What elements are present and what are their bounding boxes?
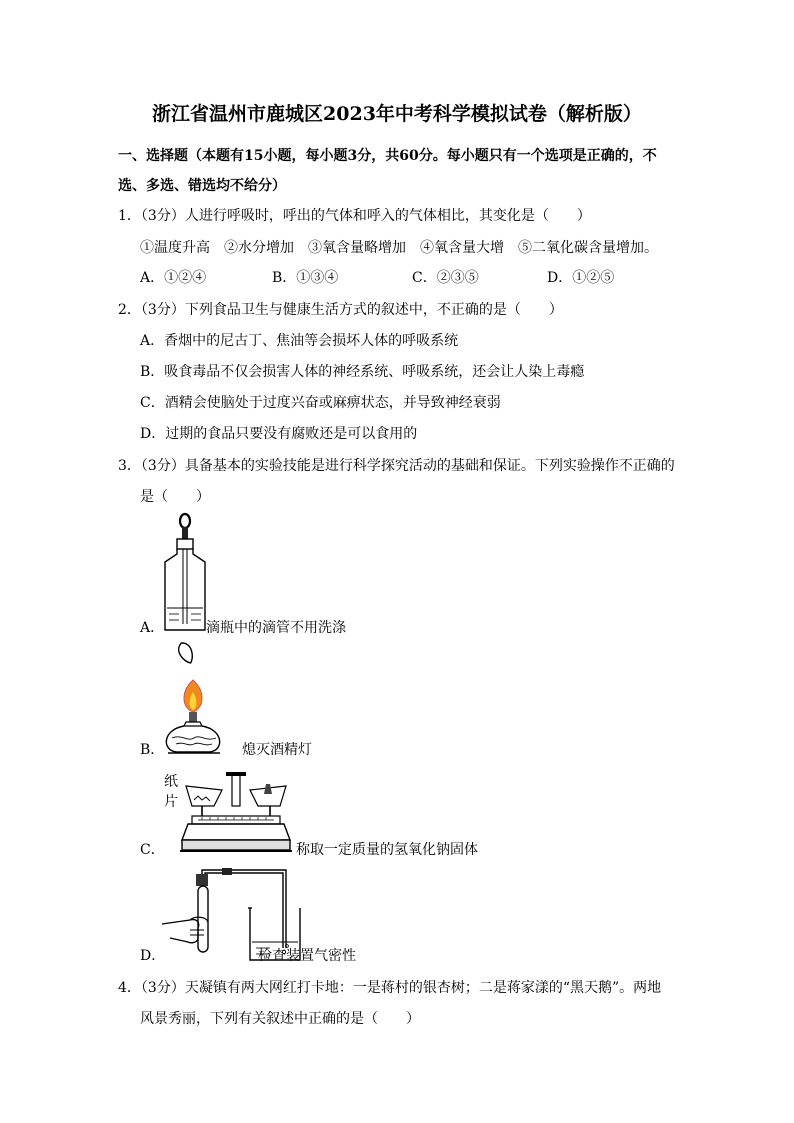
q1-option-d: D．①②⑤ (547, 270, 615, 286)
q3-option-c-caption: 称取一定质量的氢氧化钠固体 (296, 842, 478, 858)
q2-option-b: B．吸食毒品不仅会损害人体的神经系统、呼吸系统，还会让人染上毒瘾 (140, 364, 585, 380)
q3-option-b-caption: 熄灭酒精灯 (242, 742, 312, 758)
q3-option-b-letter: B． (140, 742, 165, 758)
q3-option-d-caption: 检查装置气密性 (258, 948, 356, 964)
paper-label-2: 片 (164, 794, 178, 810)
q3-option-a-letter: A． (140, 620, 165, 636)
q4-stem-line1: 4．（3分）天凝镇有两大网红打卡地：一是蒋村的银杏树；二是蒋家漾的“黑天鹅”。两地 (118, 980, 662, 996)
q1-stem: 1．（3分）人进行呼吸时，呼出的气体和呼入的气体相比，其变化是（ ） (118, 208, 591, 224)
q3-option-d-letter: D． (140, 948, 166, 964)
paper-label-1: 纸 (164, 774, 178, 790)
q3-option-a-caption: 滴瓶中的滴管不用洗涤 (206, 620, 346, 636)
page-title: 浙江省温州市鹿城区2023年中考科学模拟试卷（解析版） (152, 103, 642, 125)
dropper-bottle-figure (160, 512, 210, 636)
balance-figure (178, 770, 294, 854)
q1-option-a: A．①②④ (140, 270, 207, 286)
q2-option-c: C．酒精会使脑处于过度兴奋或麻痹状态，并导致神经衰弱 (140, 395, 501, 411)
q2-option-a: A．香烟中的尼古丁、焦油等会损坏人体的呼吸系统 (140, 333, 459, 349)
q3-stem-line2: 是（ ） (140, 489, 210, 505)
q1-option-c: C．②③⑤ (412, 270, 479, 286)
q1-items: ①温度升高 ②水分增加 ③氧含量略增加 ④氧含量大增 ⑤二氧化碳含量增加。 (140, 240, 658, 256)
q4-stem-line2: 风景秀丽，下列有关叙述中正确的是（ ） (140, 1011, 420, 1027)
q3-stem-line1: 3．（3分）具备基本的实验技能是进行科学探究活动的基础和保证。下列实验操作不正确的 (118, 458, 675, 474)
q2-stem: 2．（3分）下列食品卫生与健康生活方式的叙述中，不正确的是（ ） (118, 302, 563, 318)
section-heading-line2: 选、多选、错选均不给分） (118, 178, 286, 194)
section-heading-line1: 一、选择题（本题有15小题，每小题3分，共60分。每小题只有一个选项是正确的，不 (118, 148, 657, 164)
q2-option-d: D．过期的食品只要没有腐败还是可以食用的 (140, 426, 418, 442)
q1-option-b: B．①③④ (272, 270, 339, 286)
alcohol-lamp-figure (158, 638, 230, 756)
q3-option-c-letter: C． (140, 842, 165, 858)
